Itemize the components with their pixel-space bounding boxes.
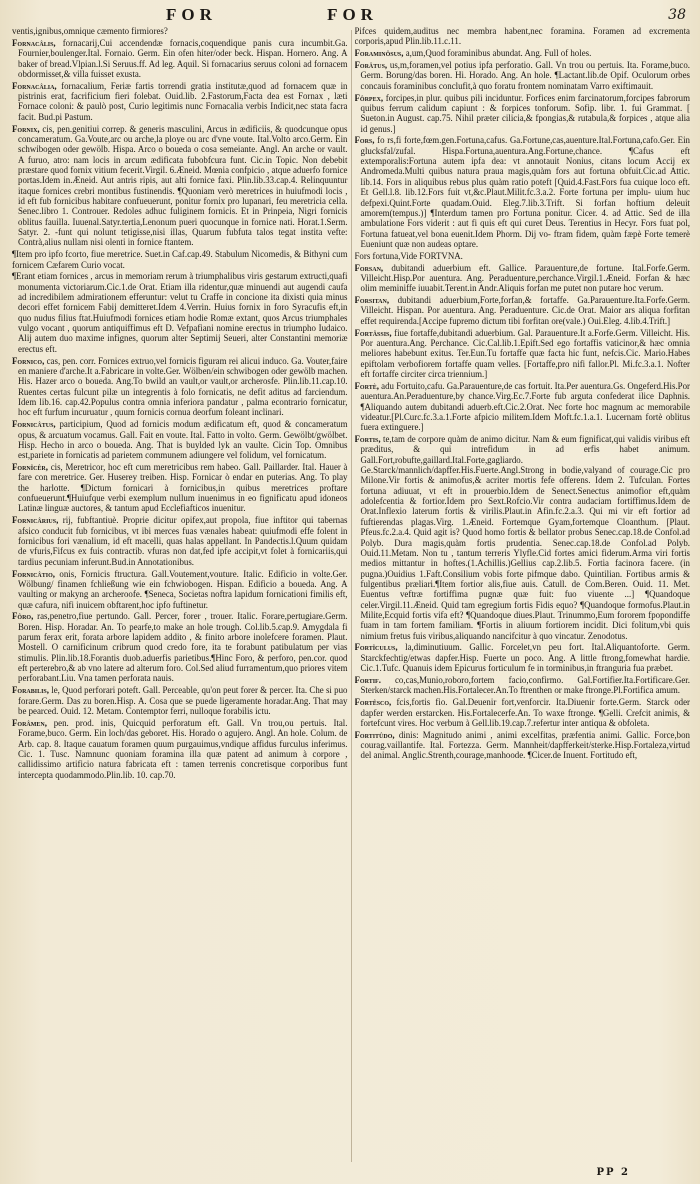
dictionary-entry [12, 38, 348, 79]
entry-headword: Fortis, [354, 434, 381, 445]
header-left-word: FOR [166, 5, 217, 24]
dictionary-entry [355, 48, 691, 58]
dictionary-entry [355, 60, 691, 91]
dictionary-entry [12, 81, 348, 122]
entry-text: ras,penetro,fiue pertundo. Gall. Percer, forer , trouer. Italic. Forare,pertugiare.Germ. Boren. Hisp. Horadar. An. To pearfe,to make an hole trough. Col.lib.5.cap.9. Amygdala fi parum ferax erit, forata arbore lapidem addito , & finito arbore inolefcere foramen. Plaut. Mostell. O carnificinum cribrum quod credo fore, ita te forabunt patibulatum per vias stimulis. Plin.lib.18.Forantis duob.aduerfis parietibus.¶Hinc Foro, & perforo, pen.cor. quod eft perterebro,& ab vno latere ad alterum foro. Col.Sed aliud furramentum,quo priores vitem perforabant.Liu. Vna tamen perforata nauis. [18, 611, 348, 684]
entry-text: onis, Fornicis ftructura. Gall.Voutement,vouture. Italic. Edificio in volte.Ger. Wölbung/ finamen fchließung wie ein fchwiobogen. Hispan. Edificio a boueda. Ang. A vaulting or makyng an archeroofe. ¶Seneca, Societas noftra lapidum fornicationi fimilis eft, quæ cafura, nifi inuicem obftarent,hoc ipfo fuftinetur. [18, 568, 348, 610]
entry-text: Pifces quidem,auditus nec membra habent,nec foramina. Foramen ad excrementa corporis,apud Plin.lib.11.c.11. [354, 26, 690, 47]
entry-headword: Foraminôsus, [354, 48, 404, 59]
entry-headword: Fortitûdo, [354, 729, 395, 740]
dictionary-entry [12, 569, 348, 610]
entry-text: fornacalium, Feriæ fartis torrendi gratia institutæ,quod ad fornacem quæ in pistrinis erat, facrificium fieri folebat. Ouid.lib. 2.Fastorum,Facta dea est Fornax , læti Fornace coloni: & paulò post, Curio legitimis nunc Fornacalia verbis Indicit,nec stata facra facit. Bud.pi Pastum. [18, 80, 348, 122]
entry-headword: Forabilis, [12, 685, 49, 696]
dictionary-entry [12, 356, 348, 418]
dictionary-entry [355, 434, 691, 641]
entry-headword: Fortîculus, [354, 642, 398, 653]
entry-headword: Fornix, [12, 123, 40, 134]
entry-text: fo rs,fi forte,fœm.gen.Fortuna,cafus. Ga.Fortune,cas,auenture.Ital.Fortuna,cafo.Ger. Ein glucksfal/zufal. Hispa.Fortuna,auentura.Ang.Fortune,chance. ¶Cafus eft extemporalis:Fortuna autem ipfa dea: vt annotauit Nonius, citans locum Accij ex Andromeda.Multi quibus natura praua magis,quàm fors aut fortuna obfuit.Cic.ad Attic. lib.14. Fors in aliquibus rebus plus quàm ratio poteft [Quid.4.Fast.Fors fua cuique loco eft. Et Gell.l.8. lib.12.Fors fuit vt,&c.Plaut.Milit.fc.3.a.2. Forte fortuna per implu- uium huc defpexi.Quint.Forte quadam.Ouid. Eleg.7.lib.3.Trift. Si forfan hoftium deleuit amorem(tempus.)] ¶Interdum tamen pro Fortuna ponitur. Cicer. 4. ad Attic. Sed de illa ambulatione Fors viderit : aut fi quis eft qui curet Deus. Terentius in Hecyr. Fors fuat pol, Fortuna fatueat,vel bona euenit.Idem Phorm. Dij vo- ftram fidem, quàm fæpè Forte temerè Eueniunt quæ non audeas optare. [360, 135, 690, 249]
entry-headword: Fornacâlia, [12, 80, 57, 91]
entry-headword: Fortè, [354, 380, 379, 391]
entry-text: dinis: Magnitudo animi , animi excelfitas, præfentia animi. Gallic. Force,bon courag.vaillantife. Ital. Fortezza. Germ. Mannheit/dapfferkeit/sterke.Hisp.Fortaleza,virtud del animal. Anglic.Strenth,courage,manhoode. ¶Cicer.de Inuent. Fortitudo eft, [360, 729, 690, 761]
entry-headword: Fornico, [12, 355, 45, 366]
entry-headword: Fôro, [12, 611, 34, 622]
running-header [12, 4, 690, 26]
entry-headword: Forâtus, [354, 60, 388, 71]
entry-headword: Forsitan, [354, 295, 390, 306]
entry-text: Fors fortuna,Vide FORTVNA. [354, 250, 463, 261]
dictionary-entry [355, 251, 691, 261]
entry-text: participium, Quod ad fornicis modum ædificatum eft, quod & concameratum opus, & arcuatum vocamus. Gall. Fait en voute. Ital. Fatto in volto. Germ. Gewölbt/gwölbet. Hisp. Hecho in arco o boueda. Ang. That is buylded lyk an vaulte. Cicin Top. Omnibus est,pariete in fornicatis ad parietem communem adiungere vel folidum, vel fornicatum. [18, 419, 348, 461]
dictionary-entry [12, 124, 348, 248]
entry-text: fcis,fortis fio. Gal.Deuenir fort,venforcir. Ita.Diuenir forte.Germ. Starck oder dapfer werden erstarcken. His.Fortalecerfe.An. To waxe ftronge. ¶Gelli. Crefcit animis, & fortefcunt vires. Hoc verbum à Gell.lib.19.cap.7.refertur inter antiqua & obfoleta. [360, 697, 690, 728]
entry-headword: Fornicârius, [12, 515, 59, 526]
right-column [355, 26, 691, 1166]
dictionary-entry [12, 462, 348, 514]
header-right-word: FOR [327, 5, 378, 24]
entry-headword: Fornacâlis, [12, 37, 56, 48]
dictionary-entry [12, 685, 348, 716]
entry-text: dubitandi aduerbium eft. Gallice. Parauenture,de fortune. Ital.Forfe.Germ. Villeicht.Hisp.Por auentura. Ang. Peraduenture,perchance.Virgil.1.Æneid. Forfan & hæc olim meminiffe iuuabit.Terent.in Andr.Aliquis forfan me putet non putare hoc verum. [360, 262, 690, 294]
dictionary-entry [355, 697, 691, 728]
entry-text: rij, fubftantiuè. Proprie dicitur opifex,aut propola, fiue inftitor qui tabernas afsico conducit fub fornicibus, vt ibi merces fuas vænales habeat: quiufmodi effe folent in fornicibus fori vænalium, id eft macelli, quas halas appellant. In Pandectis.l.Quum quidam de vfuris,Fifcus ex fuis contractib. vfuras non dat,fed ipfe accipit,vt folet à fornicariis,qui tardius pecuniam inferunt.Bud.in Annotationibus. [18, 515, 348, 567]
dictionary-entry [355, 135, 691, 249]
entry-text: adu Fortuito,cafu. Ga.Parauenture,de cas fortuit. Ita.Per auentura.Gs. Ongeferd.His.Por auentura.An.Peraduenture,by chance.Virg.Ec.7.Forte fub arguta confederat ilice Daphnis. ¶Aliquando autem dubitandi aduerb.eft.Cic.2.Orat. Nec forte hoc magnum ac memorabile videatur.[Pl.Curc.fc.3.a.1.Forte afpicio militem.Idem Moft.fc.1.a.1. Lucernam fortè oblitus fuera extinguere.] [360, 380, 690, 433]
entry-text: co,cas,Munio,roboro,fortem facio,confirmo. Gal.Fortifier.Ita.Fortificare.Ger. Sterken/starck machen.His.Fortalecer.An.To ftrenthen or make ftronge.Pl.Fortifica amum. [360, 674, 690, 696]
entry-text: fiue fortaffe,dubitandi aduerbium. Gal. Parauenture.It a.Forfe.Germ. Villeicht. His. Por auentura.Ang. Perchance. Cic.Cal.lib.1.Epift.Sed ego fortaffis vaticinor,& hæc omnia meliores habebunt exitus. Ter.Eun.Tu fortaffe quæ facta hic funt, nefcis.Cic. Mario.Habes epiftolam verbofiorem fortaffe quam velles. [Fortaffe,pro nifi fallor.Pl. Mi.fc.3.a.1. Nofter eft fortaffe circiter circa triennium.] [360, 327, 690, 379]
dictionary-entry [355, 295, 691, 326]
entry-text: la,diminutiuum. Gallic. Forcelet,vn peu fort. Ital.Aliquantoforte. Germ. Starckfechtig/etwas dapfer.Hisp. Fuerte un poco. Ang. A little ftrong,fomewhat hardie. Cic.1.Tufc. Quanuis idem Epicurus forticulum fe in torminibus,in ftranguria fua præbet. [360, 642, 690, 674]
dictionary-entry [355, 263, 691, 294]
entry-text: forcipes,in plur. quibus pili inciduntur. Forfices enim farcinatorum,forcipes fabrorum quibus ferrum calidum capiunt : & forpices tonforum. Sofip. libr. 1. fui Grammat. [ Sueton.in August. cap.75. Nihil præter cilicia,& fpongias,& rutabula,& forpices , atque alia id genus.] [360, 92, 690, 134]
entry-text: ventis,ignibus,omnique cæmento firmiores? [12, 26, 168, 36]
dictionary-entry [355, 328, 691, 380]
entry-text: fornacarij,Cui accendendæ fornacis,coquendique panis cura incumbit.Ga. Fournier,boulenger.Ital. Fornaio. Germ. Ein ofen hiter/oder beck. Hispan. Hornero. Ang. A baker of bread.Vlpian.l.Si Seruus.ff. Ad leg. Aquil. Si fornacarius seruus coloni ad fornacem obdormisset,& villa fuisset exusta. [18, 37, 348, 79]
dictionary-entry [355, 642, 691, 673]
dictionary-entry [12, 249, 348, 270]
entry-text: cas, pen. corr. Fornices extruo,vel fornicis figuram rei alicui induco. Ga. Vouter,faire en maniere d'arche.It a.Fabricare in volte.Ger. Wölben/ein schwibogen oder gewölb machen. His. Hazer arco o boueda. Ang.To bwild an vault,or vault,or archerosfe. Plin.lib.11.cap.10. Ruentes certas fulcunt pilæ un integrentis à folo fornicatis, ne defit aditus ad farciendum. Idem lib.16. cap.42.Populus contra omnia inferiora pandatur , palma econtrario fornicatur, hoc eft furfum incuruatur , quum fornicis cornua deorfum foleant inclinari. [18, 355, 348, 418]
dictionary-entry [355, 675, 691, 696]
entry-text: us,m,foramen,vel potius ipfa perforatio. Gall. Vn trou ou pertuis. Ita. Forame,buco. Germ. Borung/das boren. Hi. Horado. Ang. An hole. ¶Lactant.lib.de Opif. Oculorum orbes concauis foraminibus conclufit,à quo foratu frontem nominatam Varro exiftimauit. [360, 60, 690, 91]
entry-headword: Fortâssis, [354, 327, 392, 338]
entry-text: dubitandi aduerbium,Forte,forfan,& fortaffe. Ga.Parauenture.Ita.Forfe.Germ. Villeicht. Hispan. Por auentura. Ang. Peraduenture. Cic.de Orat. Maior ars aliqua forfitan effet requirenda.[Accipe fupremo dictum tibi forfitan ore(vale.) Oui.Eleg. 4.lib.4.Trift.] [360, 295, 690, 326]
entry-text: cis, Meretricor, hoc eft cum meretricibus rem habeo. Gall. Paillarder. Ital. Hauer à fare con meretrice. Ger. Huserey treiben. Hisp. Fornicar ò endar en puterias. Ang. To play the harlotte. ¶Dictum fornicari à fornicibus,in quibus meretrices proftare confueuerunt.¶Huiufque verbi exemplum nullum inuenimus in eo fignificatu apud idoneos Latinæ linguæ auctores, & tantum apud Ecclefiafticos inuenitur. [18, 462, 348, 514]
catchword: PP 2 [596, 1167, 630, 1178]
dictionary-entry [12, 271, 348, 354]
entry-text: pen. prod. inis, Quicquid perforatum eft. Gall. Vn trou,ou pertuis. Ital. Forame,buco. Germ. Ein loch/das geboret. His. Horado o agujero. Angl. An hole. Colum. de Arb. cap. 8. Itaque cauatum foramen quum purgauimus,vndique affidus furculus inferimus. Cic. 1. Tusc. Namnunc quoniam foramina illa quæ patent ad animum à corpore , callidissimo artificio natura fabricata eft : tamen terrenis concretisque corporibus funt intercepta quodammodo.Plin.lib. 10. cap.70. [18, 717, 348, 780]
page-number: 38 [668, 7, 686, 23]
dictionary-entry [355, 381, 691, 433]
entry-headword: Fornicâtio, [12, 568, 55, 579]
entry-text: ¶Item pro ipfo fcorto, fiue meretrice. Suet.in Caf.cap.49. Stabulum Nicomedis, & Bithyni cum fornicem Cæfarem Curio vocat. [12, 249, 348, 270]
left-column [12, 26, 348, 1166]
dictionary-entry [355, 730, 691, 761]
dictionary-entry [12, 515, 348, 567]
entry-headword: Forsan, [354, 262, 384, 273]
entry-headword: Fôrpex, [354, 92, 384, 103]
entry-headword: Fornicâtus, [12, 419, 56, 430]
entry-text: ¶Erant etiam fornices , arcus in memoriam rerum à triumphalibus viris gestarum extructi,quafi monumenta victoriarum.Cic.1.de Orat. Etiam illa ridentur,quæ minuendi aut augendi caufa ad incredibilem admirationem efferuntur: velut tu Craffe in concione ita dixisti quia minus decori effet fornicem Fabij demitteret.Idem 4.Verrin. Huius fornix in foro Syracufis eft,in quo nudus filius ftat.Huiufmodi fornices etiam hodie Romæ extant, quos Arcus triumphales vulgo vocant , quorum antiquiffimus eft D. Vefpafiani nomine erectus in triumpho Iudaico. Alij autem duo maxime infignes, quorum alter Septimij Seueri, alter Constantini memoriæ erectus eft. [12, 271, 348, 354]
dictionary-entry [355, 26, 691, 47]
dictionary-entry [12, 718, 348, 780]
dictionary-entry [12, 611, 348, 683]
entry-text: le, Quod perforari poteft. Gall. Perceable, qu'on peut forer & percer. Ita. Che si puo forare.Germ. Das zu boren.Hisp. A. Cosa que se puede ligeramente horadar.Ang. That may be pearced. Ouid. 12. Metam. Contemptor ferri, nulloque forabilis ictu. [18, 685, 348, 716]
dictionary-entry [12, 419, 348, 460]
entry-headword: Fornîcêr, [12, 462, 48, 473]
dictionary-entry [12, 26, 348, 36]
entry-headword: Fortif. [354, 674, 381, 685]
entry-text: te,tam de corpore quàm de animo dicitur. Nam & eum fignificat,qui validis viribus eft præditus, & qui intrefidum in ad erfis habet animum. Gall.Fort,robufte,gaillard.Ital.Forte,gagliardo. Ge.Starck/mannlich/dapffer.His.Fuerte.Angl.Strong in bodie,valyand of courage.Cic pro Milone.Vir fortis & animofus,& acriter mortis fefe offerens. Idem 2. Tufculan. Fortes fortuna adiuuat, vt eft in prouerbio.Idem de Senect.Senectus animofior eft,quàm adolefcentia & fortior.Idem pro Sext.Rofcio.Vir contra audaciam fortiffimus.Idem de Orat.Inflexio laterum fortis & virilis.Plaut.in Afin.fc.2.a.3. Qui mi vir eft fortior ad fuftierendas plagas.Virg. 1.Æneid. Fortemque Gyam,fortemque Cloanthum. [Plaut. Pfeus.fc.2.a.4. Quid agit is? Quod homo fortis & bellator probus Senec.cap.18.de Confol.ad Polyb. Dura magis,quàm fortis prudentia. Senec.cap.18.de Confol.ad Polyb. Ouid.11.Metam. Non tu , tantum terreris Ylyfle.Cid fortes amici fiderum.Arma viri fortis medios mittantur in hoftes.(1.Achillis.)Gellius cap.2.lib.5. Fortia facinora facere. (in pugna.)Ouidius 1.Faft.Consilium vobis forte pifmque dabo. Quintilian. Fortibus armis & fulgentibus præliari.¶Item fortior alis,fiue auis. Catull. de Com.Beren. Ouid. 11. Met. Euentus veftræ fortiffima pugnæ quæ fuit: fuo viuente ...] ¶Quandoque celer.Virgil.11.Æneid. Quid tam egregium fortis Fidis equo? ¶Quandoque formofus.Plaut.in Milite,Ecquid fortis vifa eft? ¶Quandoque diues.Plaut. Trinummo,Eum fororem fpopondiffe fuam in tam fortem familiam. ¶Fortis in aliuum fortiorem incidit. Dici folitum,vbi quis nimium fretus fuis viribus,aliquando nancifcitur à quo vincatur. Zenodotus. [360, 434, 690, 641]
entry-text: cis, pen.genitiui correp. & generis masculini, Arcus in ædificiis, & quodcunque opus concameratum. Ga.Voute,arc ou arche,la ploye ou arc d'vne voute. Ital.Volto arco.Germ. Ein schwibogen oder gewölb. Hispa. Arco o boueda o cosa semeiante. Angl. An arche or vault. A furuo, atro: nam locis in arcum ædificata fubobfcura funt. Cic.in Topic. Non debebit præstare quod fornix vitium fecerit.Virgil. 6.Æneid. Mœnia confpicio , atque aduerfo fornice portas.Idem in.Æneid. Aut antris ripis, aut alti fornice faxi. Plin.lib.33.cap.4. Relinquuntur itaque fornices crebri montibus fustinendis. ¶Quoniam verò meretrices in huiufmodi locis , id eft fub fornicibus habitare confueuerunt, ponitur fornix pro lupanari, feu meretricia cella. Senec.libro 1. Controuer. Redoles adhuc fuliginem fornicis. Et in Prinpeia, Nigri fornicis oblitus fauilla. Iuuenal.Satyr.tertia,Lenonum pueri quocunque in fornice nati. Horat.1.Serm. Satyr. 2. -funt qui nolunt tetigisse,nisi illas, Quarum fubfuta talos tegat instita vefte: Contrà,alius nullam nisi olenti in fornice ftantem. [18, 123, 348, 248]
entry-headword: Fortêsco, [354, 697, 392, 708]
entry-text: a,um,Quod foraminibus abundat. Ang. Full of holes. [403, 48, 592, 59]
dictionary-entry [355, 93, 691, 134]
two-column-body [12, 26, 690, 1166]
entry-headword: Fors, [354, 135, 375, 146]
column-divider [351, 30, 352, 1162]
entry-headword: Forâmen, [12, 717, 47, 728]
